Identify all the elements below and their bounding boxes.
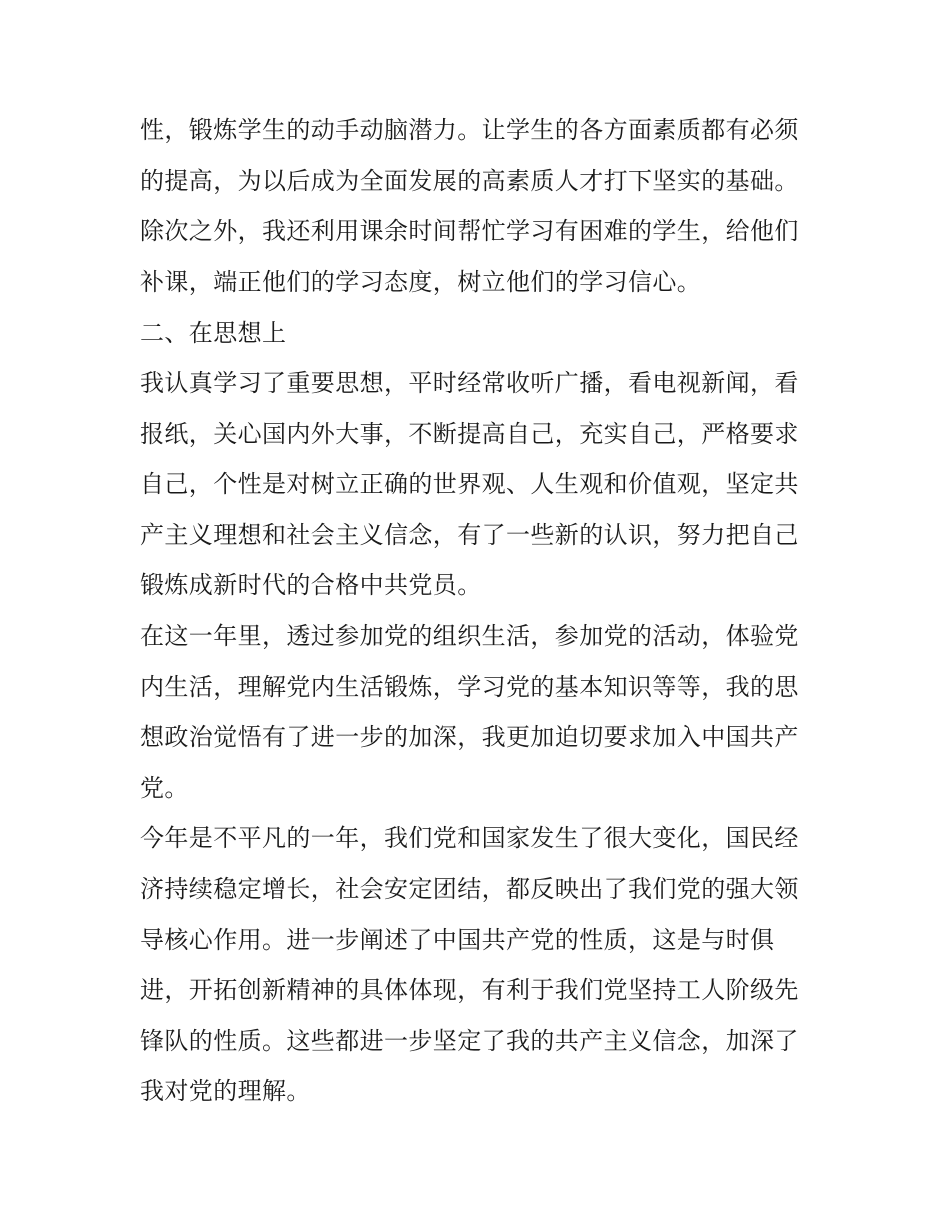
text-line: 锋队的性质。这些都进一步坚定了我的共产主义信念，加深了 [140, 1027, 799, 1055]
text-line: 报纸，关心国内外大事，不断提高自己，充实自己，严格要求 [140, 420, 799, 448]
text-line: 在这一年里，透过参加党的组织生活，参加党的活动，体验党 [140, 622, 799, 650]
text-line: 今年是不平凡的一年，我们党和国家发生了很大变化，国民经 [140, 824, 799, 852]
section-heading: 二、在思想上 [140, 319, 287, 347]
text-line: 的提高，为以后成为全面发展的高素质人才打下坚实的基础。 [140, 167, 799, 195]
text-line: 导核心作用。进一步阐述了中国共产党的性质，这是与时俱 [140, 926, 775, 954]
text-line: 我对党的理解。 [140, 1077, 311, 1105]
text-line: 自己，个性是对树立正确的世界观、人生观和价值观，坚定共 [140, 470, 799, 498]
text-line: 锻炼成新时代的合格中共党员。 [140, 571, 482, 599]
text-line: 想政治觉悟有了进一步的加深，我更加迫切要求加入中国共产 [140, 723, 799, 751]
text-line: 进，开拓创新精神的具体体现，有利于我们党坚持工人阶级先 [140, 976, 799, 1004]
text-line: 性，锻炼学生的动手动脑潜力。让学生的各方面素质都有必须 [140, 116, 799, 144]
text-line: 济持续稳定增长，社会安定团结，都反映出了我们党的强大领 [140, 875, 799, 903]
text-line: 党。 [140, 774, 189, 802]
text-line: 内生活，理解党内生活锻炼，学习党的基本知识等等，我的思 [140, 673, 799, 701]
text-line: 补课，端正他们的学习态度，树立他们的学习信心。 [140, 268, 702, 296]
text-line: 产主义理想和社会主义信念，有了一些新的认识，努力把自己 [140, 521, 799, 549]
text-line: 我认真学习了重要思想，平时经常收听广播，看电视新闻，看 [140, 369, 799, 397]
text-line: 除次之外，我还利用课余时间帮忙学习有困难的学生，给他们 [140, 217, 799, 245]
